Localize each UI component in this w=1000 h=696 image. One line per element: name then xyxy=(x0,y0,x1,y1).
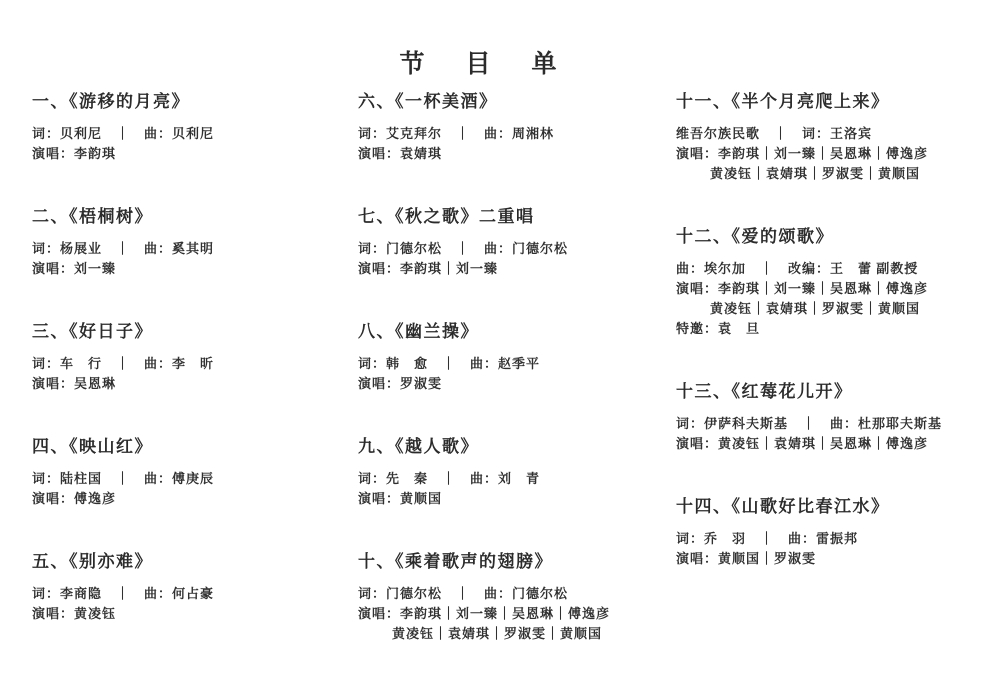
program-title: 九、《越人歌》 xyxy=(358,437,479,456)
program-credit-line-continued: 黄凌钰｜袁婧琪｜罗淑雯｜黄顺国 xyxy=(710,166,921,181)
page-title: 节 目 单 xyxy=(399,51,565,78)
program-title: 三、《好日子》 xyxy=(32,322,153,341)
program-credit-line-continued: 黄凌钰｜袁婧琪｜罗淑雯｜黄顺国 xyxy=(710,301,921,316)
column-left xyxy=(32,92,332,667)
program-credit-line: 曲：埃尔加 ｜ 改编：王 蕾 副教授 xyxy=(676,261,919,276)
program-credit-line: 词：贝利尼 ｜ 曲：贝利尼 xyxy=(32,126,215,141)
program-credit-line: 演唱：刘一臻 xyxy=(32,261,117,276)
program-item-4 xyxy=(32,437,332,509)
program-item-10 xyxy=(358,552,660,644)
program-item-13 xyxy=(676,382,988,454)
program-credit-line: 词：先 秦 ｜ 曲：刘 青 xyxy=(358,471,541,486)
program-title: 十四、《山歌好比春江水》 xyxy=(676,497,890,516)
program-credit-line: 演唱：李韵琪｜刘一臻｜吴恩琳｜傅逸彦 xyxy=(676,281,929,296)
program-credit-line: 演唱：李韵琪｜刘一臻｜吴恩琳｜傅逸彦 xyxy=(676,146,929,161)
program-credit-line: 演唱：吴恩琳 xyxy=(32,376,117,391)
program-item-5 xyxy=(32,552,332,624)
program-title: 十、《乘着歌声的翅膀》 xyxy=(358,552,553,571)
program-item-14 xyxy=(676,497,988,569)
program-item-1 xyxy=(32,92,332,164)
program-credit-line: 词：门德尔松 ｜ 曲：门德尔松 xyxy=(358,586,569,601)
program-credit-line: 维吾尔族民歌 ｜ 词：王洛宾 xyxy=(676,126,873,141)
program-credit-line: 词：韩 愈 ｜ 曲：赵季平 xyxy=(358,356,541,371)
program-title: 五、《别亦难》 xyxy=(32,552,153,571)
program-title: 十三、《红莓花儿开》 xyxy=(676,382,853,401)
program-item-7 xyxy=(358,207,660,279)
program-item-6 xyxy=(358,92,660,164)
program-item-9 xyxy=(358,437,660,509)
program-title: 一、《游移的月亮》 xyxy=(32,92,190,111)
program-credit-line-continued: 黄凌钰｜袁婧琪｜罗淑雯｜黄顺国 xyxy=(392,626,603,641)
program-title: 二、《梧桐树》 xyxy=(32,207,153,226)
program-title: 八、《幽兰操》 xyxy=(358,322,479,341)
program-credit-line: 特邀：袁 旦 xyxy=(676,321,761,336)
program-title: 十一、《半个月亮爬上来》 xyxy=(676,92,890,111)
program-credit-line: 词：陆柱国 ｜ 曲：傅庚辰 xyxy=(32,471,215,486)
program-item-2 xyxy=(32,207,332,279)
program-item-3 xyxy=(32,322,332,394)
program-title: 十二、《爱的颂歌》 xyxy=(676,227,834,246)
program-credit-line: 演唱：黄凌钰｜袁婧琪｜吴恩琳｜傅逸彦 xyxy=(676,436,929,451)
program-title: 七、《秋之歌》二重唱 xyxy=(358,207,535,226)
program-credit-line: 演唱：黄顺国 xyxy=(358,491,443,506)
program-item-11 xyxy=(676,92,988,184)
program-title: 六、《一杯美酒》 xyxy=(358,92,498,111)
program-credit-line: 演唱：李韵琪 xyxy=(32,146,117,161)
program-credit-line: 词：伊萨科夫斯基 ｜ 曲：杜那耶夫斯基 xyxy=(676,416,943,431)
program-title: 四、《映山红》 xyxy=(32,437,153,456)
program-item-8 xyxy=(358,322,660,394)
program-item-12 xyxy=(676,227,988,339)
program-credit-line: 演唱：袁婧琪 xyxy=(358,146,443,161)
program-credit-line: 词：乔 羽 ｜ 曲：雷振邦 xyxy=(676,531,859,546)
program-credit-line: 演唱：罗淑雯 xyxy=(358,376,443,391)
column-right xyxy=(676,92,988,612)
program-credit-line: 词：车 行 ｜ 曲：李 昕 xyxy=(32,356,215,371)
program-credit-line: 演唱：黄顺国｜罗淑雯 xyxy=(676,551,817,566)
program-credit-line: 词：杨展业 ｜ 曲：奚其明 xyxy=(32,241,215,256)
program-credit-line: 演唱：李韵琪｜刘一臻｜吴恩琳｜傅逸彦 xyxy=(358,606,611,621)
program-credit-line: 演唱：李韵琪｜刘一臻 xyxy=(358,261,499,276)
program-credit-line: 演唱：黄凌钰 xyxy=(32,606,117,621)
program-credit-line: 演唱：傅逸彦 xyxy=(32,491,117,506)
column-middle xyxy=(358,92,660,687)
program-credit-line: 词：李商隐 ｜ 曲：何占豪 xyxy=(32,586,215,601)
program-credit-line: 词：门德尔松 ｜ 曲：门德尔松 xyxy=(358,241,569,256)
program-credit-line: 词：艾克拜尔 ｜ 曲：周湘林 xyxy=(358,126,555,141)
